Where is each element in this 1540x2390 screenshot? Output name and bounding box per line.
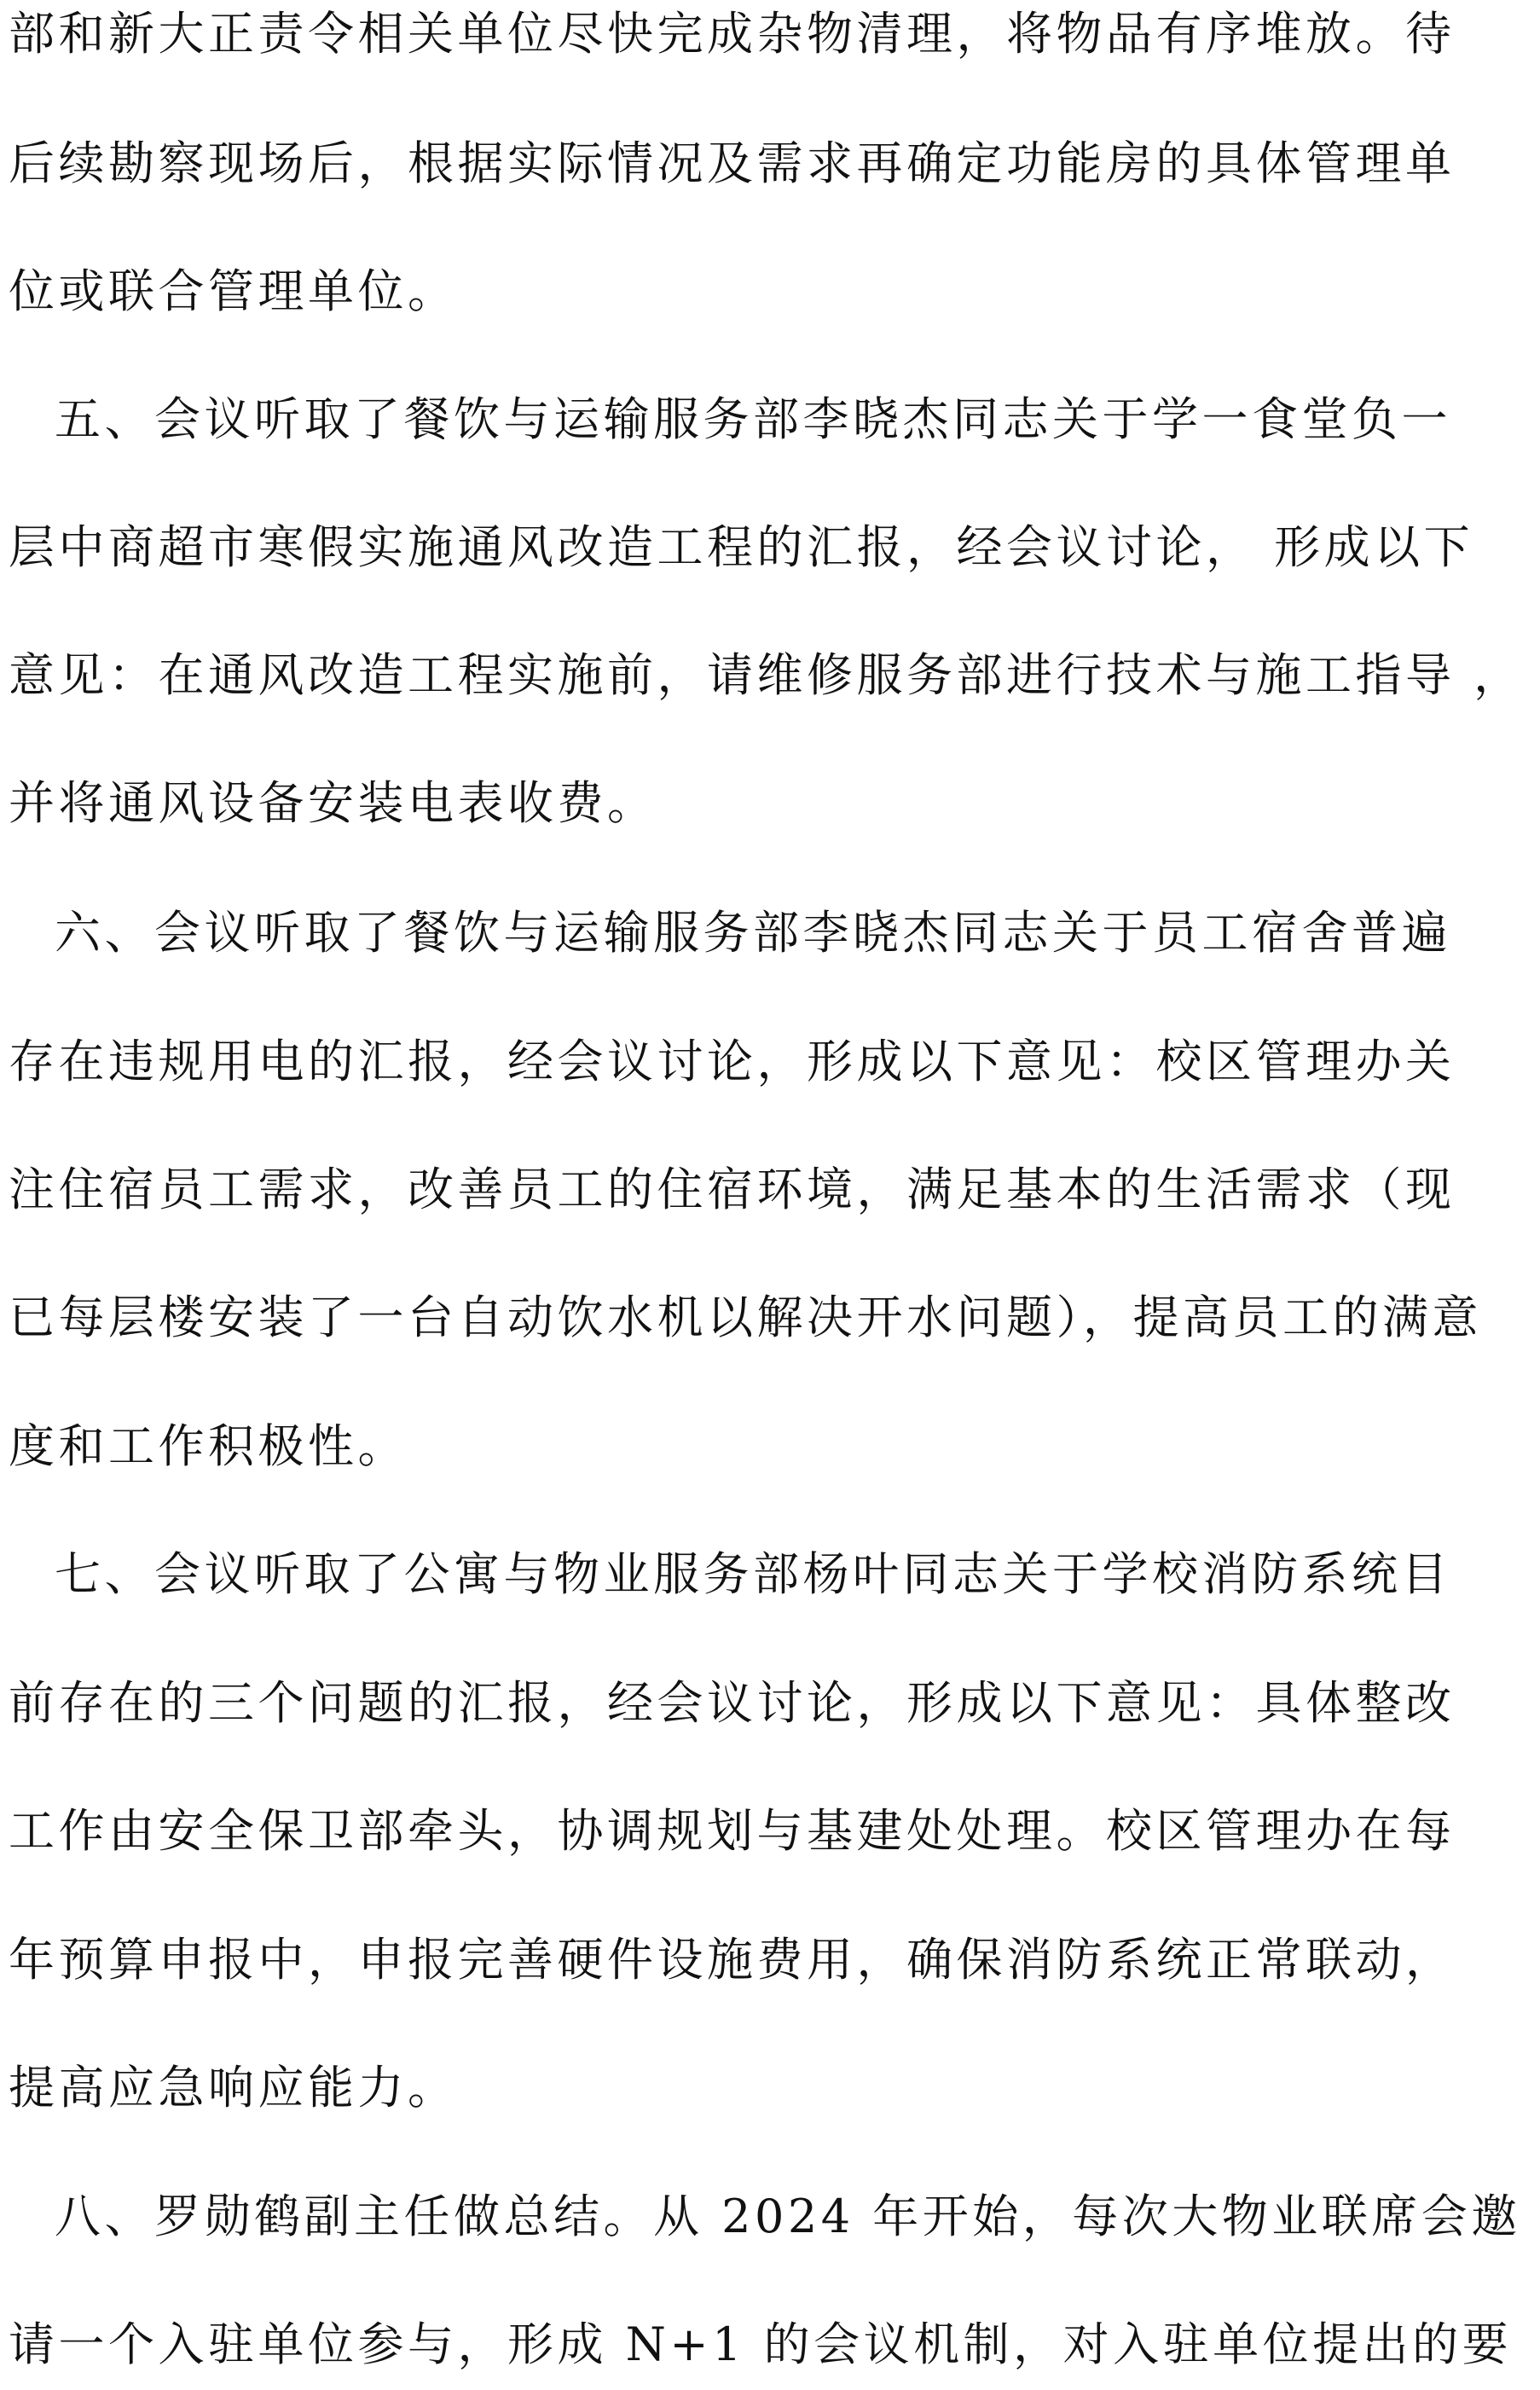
paragraph-line: 后续勘察现场后，根据实际情况及需求再确定功能房的具体管理单 xyxy=(9,136,1456,190)
paragraph-line: 前存在的三个问题的汇报，经会议讨论，形成以下意见：具体整改 xyxy=(9,1676,1456,1730)
paragraph-line: 部和新大正责令相关单位尽快完成杂物清理，将物品有序堆放。待 xyxy=(9,7,1456,61)
paragraph-line: 七、会议听取了公寓与物业服务部杨叶同志关于学校消防系统目 xyxy=(55,1547,1451,1601)
paragraph-line: 八、罗勋鹤副主任做总结。从 2024 年开始，每次大物业联席会邀 xyxy=(55,2190,1521,2243)
paragraph-line: 工作由安全保卫部牵头，协调规划与基建处处理。校区管理办在每 xyxy=(9,1804,1456,1858)
paragraph-line: 意见：在通风改造工程实施前，请维修服务部进行技术与施工指导 ， xyxy=(9,648,1524,702)
paragraph-line: 度和工作积极性。 xyxy=(9,1419,408,1473)
paragraph-line: 五、会议听取了餐饮与运输服务部李晓杰同志关于学一食堂负一 xyxy=(55,392,1451,446)
paragraph-line: 六、会议听取了餐饮与运输服务部李晓杰同志关于员工宿舍普遍 xyxy=(55,906,1451,960)
paragraph-line: 年预算申报中，申报完善硬件设施费用，确保消防系统正常联动， xyxy=(9,1933,1456,1987)
paragraph-line: 层中商超市寒假实施通风改造工程的汇报，经会议讨论， 形成以下 xyxy=(9,520,1474,574)
paragraph-line: 并将通风设备安装电表收费。 xyxy=(9,776,657,830)
paragraph-line: 请一个入驻单位参与，形成 N+1 的会议机制，对入驻单位提出的要 xyxy=(9,2317,1513,2371)
paragraph-line: 位或联合管理单位。 xyxy=(9,264,458,318)
paragraph-line: 已每层楼安装了一台自动饮水机以解决开水问题），提高员工的满意 xyxy=(9,1291,1482,1344)
paragraph-line: 提高应急响应能力。 xyxy=(9,2061,458,2114)
paragraph-line: 注住宿员工需求，改善员工的住宿环境，满足基本的生活需求（现 xyxy=(9,1163,1456,1216)
paragraph-line: 存在违规用电的汇报，经会议讨论，形成以下意见：校区管理办关 xyxy=(9,1035,1456,1088)
